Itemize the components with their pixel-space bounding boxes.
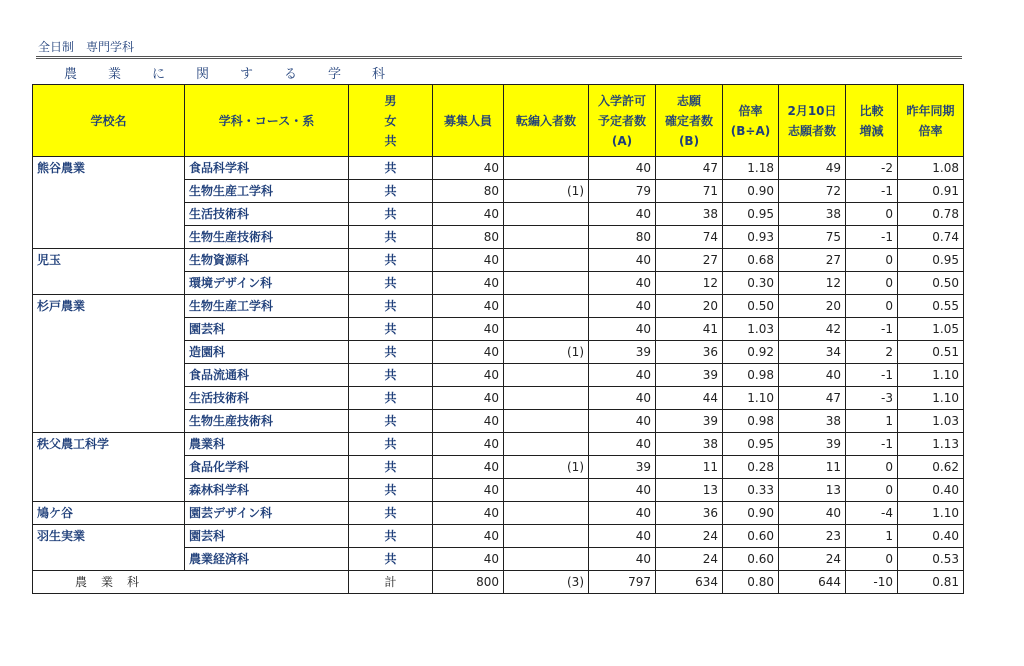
table-row	[33, 433, 964, 456]
row-ratio: 0.60	[723, 548, 779, 571]
row-applicants: 20	[656, 295, 723, 318]
row-gender: 共	[349, 525, 433, 548]
row-recruit: 40	[433, 318, 504, 341]
header-recruit: 募集人員	[433, 85, 504, 157]
row-transfer	[504, 249, 589, 272]
row-applicants: 39	[656, 364, 723, 387]
category-title-char: る	[284, 67, 298, 82]
row-ratio: 0.68	[723, 249, 779, 272]
row-applicants: 44	[656, 387, 723, 410]
row-last-year: 1.05	[898, 318, 964, 341]
dept-name: 生物生産技術科	[185, 226, 349, 249]
total-gender: 計	[349, 571, 433, 594]
row-planned: 40	[589, 203, 656, 226]
row-planned: 40	[589, 387, 656, 410]
row-gender: 共	[349, 249, 433, 272]
row-recruit: 40	[433, 249, 504, 272]
row-planned: 40	[589, 433, 656, 456]
row-planned: 39	[589, 341, 656, 364]
header-planned-line: 予定者数	[597, 113, 646, 128]
row-diff: 2	[846, 341, 898, 364]
row-planned: 40	[589, 364, 656, 387]
row-recruit: 40	[433, 387, 504, 410]
row-planned: 39	[589, 456, 656, 479]
row-applicants: 47	[656, 157, 723, 180]
row-gender: 共	[349, 203, 433, 226]
header-last-year-line: 昨年同期	[906, 103, 955, 118]
row-last-year: 0.50	[898, 272, 964, 295]
row-ratio: 0.95	[723, 433, 779, 456]
header-planned-line: 入学許可	[597, 93, 646, 108]
row-recruit: 40	[433, 295, 504, 318]
row-transfer: (1)	[504, 341, 589, 364]
row-feb10: 11	[779, 456, 846, 479]
row-ratio: 0.60	[723, 525, 779, 548]
dept-name: 食品科学科	[185, 157, 349, 180]
row-gender: 共	[349, 295, 433, 318]
row-feb10: 13	[779, 479, 846, 502]
row-transfer	[504, 157, 589, 180]
total-label-char: 農	[75, 575, 88, 589]
admissions-table	[32, 84, 964, 594]
school-name: 児玉	[33, 249, 185, 295]
category-title-char: す	[240, 67, 254, 82]
row-applicants: 39	[656, 410, 723, 433]
row-last-year: 0.78	[898, 203, 964, 226]
row-applicants: 36	[656, 502, 723, 525]
row-feb10: 23	[779, 525, 846, 548]
row-transfer: (1)	[504, 180, 589, 203]
row-transfer	[504, 295, 589, 318]
dept-name: 森林科学科	[185, 479, 349, 502]
dept-name: 農業経済科	[185, 548, 349, 571]
row-recruit: 40	[433, 410, 504, 433]
row-recruit: 40	[433, 433, 504, 456]
row-applicants: 12	[656, 272, 723, 295]
dept-name: 園芸デザイン科	[185, 502, 349, 525]
total-last-year: 0.81	[898, 571, 964, 594]
row-planned: 40	[589, 525, 656, 548]
row-last-year: 1.10	[898, 502, 964, 525]
row-last-year: 1.10	[898, 387, 964, 410]
row-feb10: 27	[779, 249, 846, 272]
table-row	[33, 502, 964, 525]
row-feb10: 38	[779, 203, 846, 226]
row-last-year: 1.03	[898, 410, 964, 433]
table-row	[33, 295, 964, 318]
divider-line	[36, 58, 962, 59]
row-transfer	[504, 502, 589, 525]
category-title	[36, 63, 436, 82]
row-ratio: 0.33	[723, 479, 779, 502]
row-feb10: 40	[779, 502, 846, 525]
header-gender-line: 共	[384, 133, 397, 148]
header-applicants-line: 確定者数	[664, 113, 713, 128]
row-gender: 共	[349, 548, 433, 571]
row-feb10: 34	[779, 341, 846, 364]
header-compare-line: 増減	[859, 123, 884, 138]
row-gender: 共	[349, 410, 433, 433]
row-gender: 共	[349, 479, 433, 502]
school-name: 熊谷農業	[33, 157, 185, 249]
total-planned: 797	[589, 571, 656, 594]
row-gender: 共	[349, 272, 433, 295]
category-title-char: に	[152, 67, 166, 82]
row-diff: 0	[846, 456, 898, 479]
school-name: 秩父農工科学	[33, 433, 185, 502]
row-last-year: 0.53	[898, 548, 964, 571]
row-applicants: 11	[656, 456, 723, 479]
dept-name: 食品流通科	[185, 364, 349, 387]
header-ratio-line: 倍率	[738, 103, 763, 118]
row-feb10: 75	[779, 226, 846, 249]
total-row	[33, 571, 964, 594]
header-compare-line: 比較	[859, 103, 884, 118]
row-recruit: 40	[433, 364, 504, 387]
total-recruit: 800	[433, 571, 504, 594]
row-ratio: 0.30	[723, 272, 779, 295]
row-planned: 40	[589, 502, 656, 525]
row-transfer	[504, 433, 589, 456]
row-feb10: 42	[779, 318, 846, 341]
header-dept: 学科・コース・系	[185, 85, 349, 157]
row-diff: 0	[846, 203, 898, 226]
row-diff: 0	[846, 272, 898, 295]
row-diff: 1	[846, 410, 898, 433]
row-ratio: 0.50	[723, 295, 779, 318]
category-title-char: 関	[196, 67, 210, 82]
header-feb10-line: 2月10日	[787, 103, 837, 118]
row-planned: 79	[589, 180, 656, 203]
row-transfer	[504, 364, 589, 387]
row-gender: 共	[349, 157, 433, 180]
dept-name: 造園科	[185, 341, 349, 364]
row-recruit: 40	[433, 548, 504, 571]
row-last-year: 0.62	[898, 456, 964, 479]
school-name: 羽生実業	[33, 525, 185, 571]
row-planned: 40	[589, 410, 656, 433]
row-transfer: (1)	[504, 456, 589, 479]
header-compare	[846, 85, 898, 157]
header-ratio	[723, 85, 779, 157]
row-diff: -1	[846, 433, 898, 456]
category-title-char: 業	[108, 67, 122, 82]
row-applicants: 13	[656, 479, 723, 502]
row-last-year: 0.95	[898, 249, 964, 272]
table-body	[33, 157, 964, 571]
header-applicants-line: (B)	[678, 133, 700, 148]
row-gender: 共	[349, 364, 433, 387]
table-row	[33, 525, 964, 548]
total-label	[33, 571, 349, 594]
row-transfer	[504, 318, 589, 341]
row-feb10: 40	[779, 364, 846, 387]
total-label-char: 業	[101, 575, 114, 589]
header-planned-line: (A)	[611, 133, 633, 148]
dept-name: 生物生産技術科	[185, 410, 349, 433]
total-feb10: 644	[779, 571, 846, 594]
row-last-year: 1.13	[898, 433, 964, 456]
row-applicants: 74	[656, 226, 723, 249]
row-ratio: 0.93	[723, 226, 779, 249]
row-diff: -1	[846, 226, 898, 249]
row-ratio: 0.92	[723, 341, 779, 364]
row-gender: 共	[349, 318, 433, 341]
dept-name: 農業科	[185, 433, 349, 456]
header-applicants-line: 志願	[676, 93, 701, 108]
header-last-year-line: 倍率	[918, 123, 943, 138]
header-gender-line: 男	[384, 93, 397, 108]
row-feb10: 20	[779, 295, 846, 318]
row-applicants: 24	[656, 548, 723, 571]
header-planned	[589, 85, 656, 157]
row-recruit: 40	[433, 525, 504, 548]
header-transfer: 転編入者数	[504, 85, 589, 157]
row-applicants: 41	[656, 318, 723, 341]
dept-name: 生活技術科	[185, 387, 349, 410]
dept-name: 生物生産工学科	[185, 180, 349, 203]
row-applicants: 71	[656, 180, 723, 203]
row-last-year: 1.08	[898, 157, 964, 180]
total-applicants: 634	[656, 571, 723, 594]
row-gender: 共	[349, 433, 433, 456]
category-title-char: 農	[64, 67, 78, 82]
row-last-year: 0.40	[898, 479, 964, 502]
row-ratio: 0.90	[723, 180, 779, 203]
total-diff: -10	[846, 571, 898, 594]
row-applicants: 27	[656, 249, 723, 272]
row-diff: -4	[846, 502, 898, 525]
row-ratio: 1.03	[723, 318, 779, 341]
row-transfer	[504, 479, 589, 502]
header-gender-line: 女	[384, 113, 397, 128]
row-last-year: 0.51	[898, 341, 964, 364]
row-feb10: 24	[779, 548, 846, 571]
total-ratio: 0.80	[723, 571, 779, 594]
row-ratio: 0.90	[723, 502, 779, 525]
school-name: 鳩ケ谷	[33, 502, 185, 525]
dept-name: 園芸科	[185, 318, 349, 341]
row-planned: 40	[589, 272, 656, 295]
row-recruit: 40	[433, 479, 504, 502]
table-header-row	[33, 85, 964, 157]
row-transfer	[504, 387, 589, 410]
row-feb10: 38	[779, 410, 846, 433]
row-feb10: 49	[779, 157, 846, 180]
row-feb10: 12	[779, 272, 846, 295]
row-diff: -3	[846, 387, 898, 410]
row-last-year: 1.10	[898, 364, 964, 387]
header-last-year	[898, 85, 964, 157]
row-recruit: 80	[433, 226, 504, 249]
row-ratio: 1.18	[723, 157, 779, 180]
header-feb10-line: 志願者数	[787, 123, 836, 138]
row-last-year: 0.74	[898, 226, 964, 249]
category-title-char: 学	[328, 67, 342, 82]
header-ratio-line: (B÷A)	[730, 123, 771, 138]
header-gender	[349, 85, 433, 157]
row-ratio: 0.98	[723, 410, 779, 433]
total-transfer: (3)	[504, 571, 589, 594]
dept-name: 生物生産工学科	[185, 295, 349, 318]
row-applicants: 24	[656, 525, 723, 548]
row-gender: 共	[349, 502, 433, 525]
row-recruit: 40	[433, 341, 504, 364]
dept-name: 食品化学科	[185, 456, 349, 479]
row-planned: 40	[589, 318, 656, 341]
row-diff: -1	[846, 364, 898, 387]
row-applicants: 38	[656, 203, 723, 226]
row-planned: 40	[589, 157, 656, 180]
row-last-year: 0.91	[898, 180, 964, 203]
row-recruit: 40	[433, 203, 504, 226]
row-transfer	[504, 203, 589, 226]
row-gender: 共	[349, 226, 433, 249]
row-planned: 40	[589, 548, 656, 571]
row-transfer	[504, 272, 589, 295]
total-label-char: 科	[127, 575, 140, 589]
row-gender: 共	[349, 341, 433, 364]
row-planned: 80	[589, 226, 656, 249]
row-ratio: 0.28	[723, 456, 779, 479]
row-diff: -1	[846, 180, 898, 203]
table-row	[33, 157, 964, 180]
row-transfer	[504, 548, 589, 571]
row-feb10: 72	[779, 180, 846, 203]
category-title-char: 科	[372, 67, 386, 82]
row-transfer	[504, 226, 589, 249]
row-diff: -1	[846, 318, 898, 341]
dept-name: 環境デザイン科	[185, 272, 349, 295]
row-ratio: 1.10	[723, 387, 779, 410]
row-diff: 0	[846, 479, 898, 502]
row-ratio: 0.95	[723, 203, 779, 226]
header-school: 学校名	[33, 85, 185, 157]
row-diff: 0	[846, 295, 898, 318]
table-row	[33, 249, 964, 272]
row-diff: 1	[846, 525, 898, 548]
row-planned: 40	[589, 479, 656, 502]
row-gender: 共	[349, 387, 433, 410]
row-gender: 共	[349, 180, 433, 203]
dept-name: 生物資源科	[185, 249, 349, 272]
row-recruit: 40	[433, 456, 504, 479]
row-planned: 40	[589, 295, 656, 318]
row-feb10: 47	[779, 387, 846, 410]
row-recruit: 40	[433, 272, 504, 295]
row-applicants: 36	[656, 341, 723, 364]
row-recruit: 80	[433, 180, 504, 203]
row-diff: 0	[846, 249, 898, 272]
row-diff: -2	[846, 157, 898, 180]
divider-line	[36, 56, 962, 57]
row-gender: 共	[349, 456, 433, 479]
row-transfer	[504, 410, 589, 433]
row-planned: 40	[589, 249, 656, 272]
row-diff: 0	[846, 548, 898, 571]
row-last-year: 0.55	[898, 295, 964, 318]
school-name: 杉戸農業	[33, 295, 185, 433]
row-last-year: 0.40	[898, 525, 964, 548]
dept-name: 園芸科	[185, 525, 349, 548]
row-transfer	[504, 525, 589, 548]
row-recruit: 40	[433, 157, 504, 180]
page-heading: 全日制 専門学科	[38, 40, 135, 54]
row-applicants: 38	[656, 433, 723, 456]
header-applicants	[656, 85, 723, 157]
dept-name: 生活技術科	[185, 203, 349, 226]
row-feb10: 39	[779, 433, 846, 456]
header-feb10	[779, 85, 846, 157]
row-recruit: 40	[433, 502, 504, 525]
row-ratio: 0.98	[723, 364, 779, 387]
